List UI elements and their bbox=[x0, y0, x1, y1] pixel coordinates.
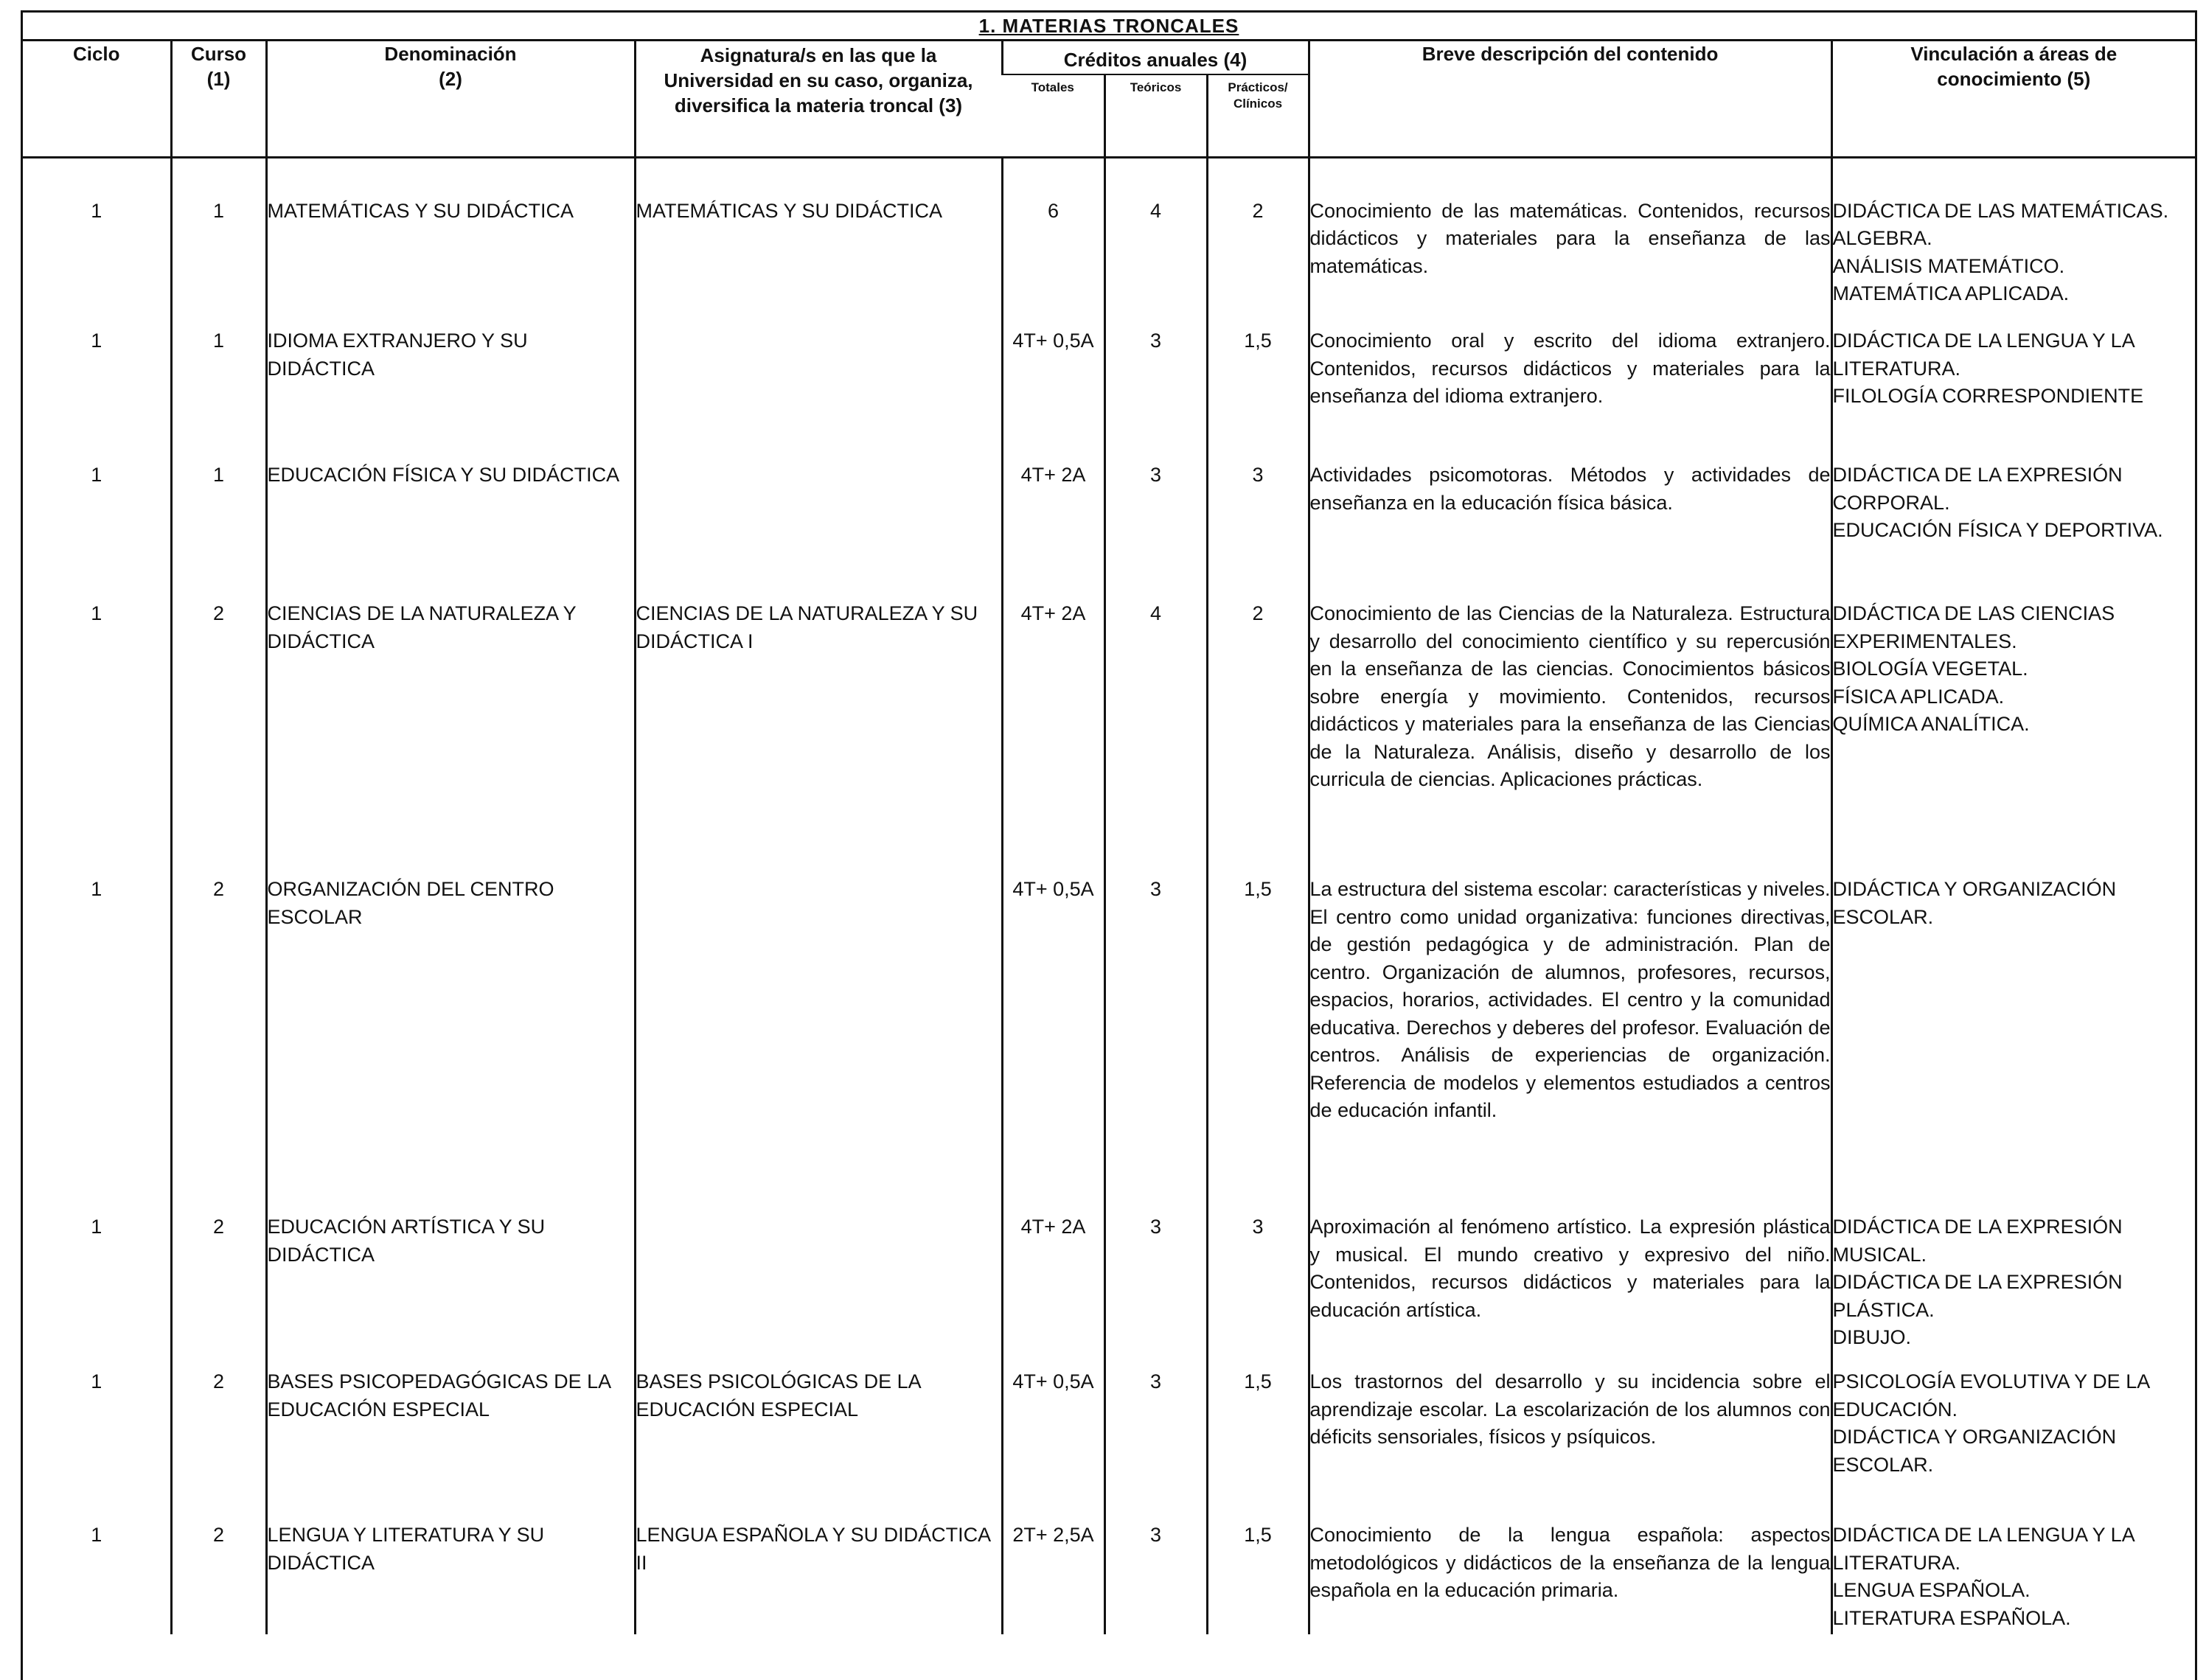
header-totales: Totales bbox=[1002, 74, 1104, 157]
ciclo-cell bbox=[23, 1363, 171, 1516]
descripcion-cell bbox=[1309, 157, 1831, 322]
ciclo-cell bbox=[23, 157, 171, 322]
denominacion-cell bbox=[266, 1516, 635, 1634]
table-row bbox=[23, 456, 2195, 595]
vinculacion-line: DIDÁCTICA DE LAS CIENCIAS EXPERIMENTALES. bbox=[1832, 602, 2115, 652]
curso-cell bbox=[171, 322, 266, 456]
vinculacion-cell bbox=[1831, 456, 2195, 595]
denominacion-cell bbox=[266, 157, 635, 322]
vinculacion-cell bbox=[1831, 1516, 2195, 1634]
descripcion-cell bbox=[1309, 871, 1831, 1208]
curso-cell bbox=[171, 157, 266, 322]
asignatura-cell bbox=[635, 157, 1002, 322]
vinculacion-line: DIDÁCTICA Y ORGANIZACIÓN ESCOLAR. bbox=[1832, 878, 2117, 928]
practicos-cell bbox=[1207, 1516, 1309, 1634]
asignatura-text: LENGUA ESPAÑOLA Y SU DIDÁCTICA II bbox=[636, 1524, 990, 1574]
practicos-cell bbox=[1207, 157, 1309, 322]
teoricos-cell bbox=[1104, 1363, 1207, 1516]
vinculacion-line: PSICOLOGÍA EVOLUTIVA Y DE LA EDUCACIÓN. bbox=[1832, 1370, 2149, 1421]
practicos-cell bbox=[1207, 1363, 1309, 1516]
vinculacion-line: ALGEBRA. bbox=[1832, 227, 1932, 249]
curso-cell bbox=[171, 871, 266, 1208]
totales-text: 4T+ 2A bbox=[1020, 464, 1086, 486]
practicos-text: 3 bbox=[1252, 1216, 1264, 1238]
vinculacion-line: FILOLOGÍA CORRESPONDIENTE bbox=[1832, 385, 2144, 407]
materias-table bbox=[23, 41, 2195, 1634]
descripcion-cell bbox=[1309, 456, 1831, 595]
practicos-cell bbox=[1207, 1208, 1309, 1363]
curso-text: 2 bbox=[212, 602, 225, 624]
denominacion-text: LENGUA Y LITERATURA Y SU DIDÁCTICA bbox=[267, 1524, 545, 1574]
denominacion-cell bbox=[266, 595, 635, 871]
asignatura-cell bbox=[635, 1208, 1002, 1363]
curso-cell bbox=[171, 1208, 266, 1363]
teoricos-text: 4 bbox=[1149, 199, 1162, 222]
teoricos-text: 3 bbox=[1149, 1370, 1162, 1393]
teoricos-text: 3 bbox=[1149, 330, 1162, 352]
asignatura-text: MATEMÁTICAS Y SU DIDÁCTICA bbox=[636, 199, 943, 222]
practicos-text: 1,5 bbox=[1244, 878, 1272, 900]
vinculacion-cell bbox=[1831, 871, 2195, 1208]
descripcion-cell bbox=[1309, 595, 1831, 871]
ciclo-cell bbox=[23, 1208, 171, 1363]
ciclo-cell bbox=[23, 322, 171, 456]
practicos-cell bbox=[1207, 595, 1309, 871]
asignatura-cell bbox=[635, 871, 1002, 1208]
ciclo-text: 1 bbox=[91, 330, 102, 352]
totales-cell bbox=[1002, 157, 1104, 322]
asignatura-cell bbox=[635, 1363, 1002, 1516]
ciclo-cell bbox=[23, 871, 171, 1208]
header-ciclo: Ciclo bbox=[23, 41, 171, 157]
vinculacion-line: ANÁLISIS MATEMÁTICO. bbox=[1832, 254, 2065, 277]
descripcion-text: La estructura del sistema escolar: características y niveles. El centro como unidad organizativa: funciones directivas, de gestión pedagógica y de administración. Plan de centro. Organización de alumnos, profesores, recursos, espacios, horarios, actividades. El centro y la comunidad educativa. Derechos y deberes del profesor. Evaluación de centros. Análisis de experiencias de organización. Referencia de modelos y elementos estudiados a centros de educación infantil. bbox=[1309, 878, 1831, 1121]
vinculacion-line: DIDÁCTICA Y ORGANIZACIÓN ESCOLAR. bbox=[1832, 1426, 2117, 1476]
ciclo-text: 1 bbox=[91, 1370, 102, 1393]
vinculacion-line: MATEMÁTICA APLICADA. bbox=[1832, 282, 2070, 304]
descripcion-text: Actividades psicomotoras. Métodos y actividades de enseñanza en la educación física básica. bbox=[1309, 464, 1831, 514]
teoricos-cell bbox=[1104, 322, 1207, 456]
totales-text: 4T+ 2A bbox=[1020, 1216, 1086, 1238]
descripcion-cell bbox=[1309, 1208, 1831, 1363]
curso-cell bbox=[171, 1516, 266, 1634]
totales-text: 4T+ 2A bbox=[1020, 602, 1086, 624]
totales-cell bbox=[1002, 456, 1104, 595]
denominacion-cell bbox=[266, 1208, 635, 1363]
document-page bbox=[21, 10, 2196, 1675]
vinculacion-line: FÍSICA APLICADA. bbox=[1832, 685, 2005, 708]
vinculacion-cell bbox=[1831, 1363, 2195, 1516]
descripcion-text: Conocimiento de las Ciencias de la Naturaleza. Estructura y desarrollo del conocimiento científico y su repercusión en la enseñanza de las ciencias. Conocimientos básicos sobre energía y movimiento. Contenidos, recursos didácticos y materiales para la enseñanza de las Ciencias de la Naturaleza. Análisis, diseño y desarrollo de los curricula de ciencias. Aplicaciones prácticas. bbox=[1309, 602, 1831, 790]
ciclo-cell bbox=[23, 595, 171, 871]
denominacion-cell bbox=[266, 1363, 635, 1516]
denominacion-text: EDUCACIÓN FÍSICA Y SU DIDÁCTICA bbox=[267, 464, 620, 486]
curso-text: 2 bbox=[212, 1370, 225, 1393]
header-denominacion: Denominación (2) bbox=[266, 41, 635, 157]
ciclo-text: 1 bbox=[91, 199, 102, 222]
curso-cell bbox=[171, 1363, 266, 1516]
teoricos-cell bbox=[1104, 871, 1207, 1208]
table-row bbox=[23, 871, 2195, 1208]
ciclo-text: 1 bbox=[91, 602, 102, 624]
header-teoricos: Teóricos bbox=[1104, 74, 1207, 157]
table-row bbox=[23, 322, 2195, 456]
descripcion-text: Los trastornos del desarrollo y su incidencia sobre el aprendizaje escolar. La escolarización de los alumnos con déficits sensoriales, físicos y psíquicos. bbox=[1309, 1370, 1831, 1448]
totales-text: 4T+ 0,5A bbox=[1012, 878, 1094, 900]
teoricos-text: 3 bbox=[1149, 1524, 1162, 1546]
teoricos-text: 3 bbox=[1149, 464, 1162, 486]
curso-text: 1 bbox=[212, 464, 225, 486]
totales-cell bbox=[1002, 1208, 1104, 1363]
practicos-text: 2 bbox=[1252, 602, 1264, 624]
teoricos-cell bbox=[1104, 1516, 1207, 1634]
denominacion-text: IDIOMA EXTRANJERO Y SU DIDÁCTICA bbox=[267, 330, 528, 380]
table-row bbox=[23, 1208, 2195, 1363]
curso-cell bbox=[171, 456, 266, 595]
vinculacion-line: LENGUA ESPAÑOLA. bbox=[1832, 1579, 2031, 1601]
teoricos-cell bbox=[1104, 595, 1207, 871]
header-curso: Curso (1) bbox=[171, 41, 266, 157]
ciclo-cell bbox=[23, 456, 171, 595]
totales-text: 4T+ 0,5A bbox=[1012, 330, 1094, 352]
denominacion-text: MATEMÁTICAS Y SU DIDÁCTICA bbox=[267, 199, 574, 222]
vinculacion-line: EDUCACIÓN FÍSICA Y DEPORTIVA. bbox=[1832, 519, 2163, 541]
totales-cell bbox=[1002, 322, 1104, 456]
practicos-cell bbox=[1207, 871, 1309, 1208]
denominacion-text: CIENCIAS DE LA NATURALEZA Y DIDÁCTICA bbox=[267, 602, 577, 652]
curso-text: 1 bbox=[212, 199, 225, 222]
practicos-text: 2 bbox=[1252, 199, 1264, 222]
practicos-text: 1,5 bbox=[1244, 1370, 1272, 1393]
header-descripcion: Breve descripción del contenido bbox=[1309, 41, 1831, 157]
vinculacion-cell bbox=[1831, 322, 2195, 456]
practicos-text: 1,5 bbox=[1244, 1524, 1272, 1546]
vinculacion-line: QUÍMICA ANALÍTICA. bbox=[1832, 713, 2030, 735]
curso-text: 2 bbox=[212, 1524, 225, 1546]
vinculacion-line: DIDÁCTICA DE LA EXPRESIÓN MUSICAL. bbox=[1832, 1216, 2123, 1266]
practicos-cell bbox=[1207, 456, 1309, 595]
header-vinculacion: Vinculación a áreas de conocimiento (5) bbox=[1831, 41, 2195, 157]
denominacion-text: EDUCACIÓN ARTÍSTICA Y SU DIDÁCTICA bbox=[267, 1216, 546, 1266]
curso-text: 2 bbox=[212, 1216, 225, 1238]
denominacion-cell bbox=[266, 322, 635, 456]
teoricos-text: 3 bbox=[1149, 1216, 1162, 1238]
vinculacion-line: DIBUJO. bbox=[1832, 1326, 1912, 1348]
vinculacion-line: DIDÁCTICA DE LA LENGUA Y LA LITERATURA. bbox=[1832, 1524, 2134, 1574]
table-title: 1. MATERIAS TRONCALES bbox=[23, 13, 2195, 41]
teoricos-cell bbox=[1104, 1208, 1207, 1363]
asignatura-cell bbox=[635, 1516, 1002, 1634]
header-asignaturas: Asignatura/s en las que la Universidad en su caso, organiza, diversifica la materia troncal (3) bbox=[635, 41, 1002, 157]
ciclo-cell bbox=[23, 1516, 171, 1634]
denominacion-text: BASES PSICOPEDAGÓGICAS DE LA EDUCACIÓN ESPECIAL bbox=[267, 1370, 610, 1421]
table-row bbox=[23, 1363, 2195, 1516]
vinculacion-cell bbox=[1831, 157, 2195, 322]
vinculacion-line: BIOLOGÍA VEGETAL. bbox=[1832, 658, 2028, 680]
descripcion-text: Conocimiento de la lengua española: aspectos metodológicos y didácticos de la enseñanza de la lengua española en la educación primaria. bbox=[1309, 1524, 1831, 1601]
table-frame bbox=[21, 10, 2197, 1680]
teoricos-cell bbox=[1104, 456, 1207, 595]
totales-text: 6 bbox=[1047, 199, 1059, 222]
teoricos-text: 3 bbox=[1149, 878, 1162, 900]
header-practicos: Prácticos/ Clínicos bbox=[1207, 74, 1309, 157]
table-row bbox=[23, 157, 2195, 322]
descripcion-text: Aproximación al fenómeno artístico. La expresión plástica y musical. El mundo creativo y expresivo del niño. Contenidos, recursos didácticos y materiales para la educación artística. bbox=[1309, 1216, 1831, 1321]
ciclo-text: 1 bbox=[91, 1216, 102, 1238]
practicos-text: 1,5 bbox=[1244, 330, 1272, 352]
practicos-cell bbox=[1207, 322, 1309, 456]
descripcion-cell bbox=[1309, 1516, 1831, 1634]
asignatura-text: CIENCIAS DE LA NATURALEZA Y SU DIDÁCTICA I bbox=[636, 602, 978, 652]
curso-cell bbox=[171, 595, 266, 871]
asignatura-cell bbox=[635, 595, 1002, 871]
table-row bbox=[23, 1516, 2195, 1634]
vinculacion-line: DIDÁCTICA DE LAS MATEMÁTICAS. bbox=[1832, 199, 2169, 222]
vinculacion-cell bbox=[1831, 595, 2195, 871]
teoricos-cell bbox=[1104, 157, 1207, 322]
asignatura-cell bbox=[635, 456, 1002, 595]
totales-cell bbox=[1002, 1516, 1104, 1634]
curso-text: 1 bbox=[212, 330, 225, 352]
totales-cell bbox=[1002, 1363, 1104, 1516]
descripcion-text: Conocimiento de las matemáticas. Contenidos, recursos didácticos y materiales para la enseñanza de las matemáticas. bbox=[1309, 199, 1831, 277]
totales-text: 2T+ 2,5A bbox=[1012, 1524, 1094, 1546]
denominacion-text: ORGANIZACIÓN DEL CENTRO ESCOLAR bbox=[267, 878, 554, 928]
practicos-text: 3 bbox=[1252, 464, 1264, 486]
vinculacion-line: LITERATURA ESPAÑOLA. bbox=[1832, 1606, 2071, 1629]
vinculacion-line: DIDÁCTICA DE LA LENGUA Y LA LITERATURA. bbox=[1832, 330, 2134, 380]
denominacion-cell bbox=[266, 871, 635, 1208]
totales-text: 4T+ 0,5A bbox=[1012, 1370, 1094, 1393]
descripcion-text: Conocimiento oral y escrito del idioma extranjero. Contenidos, recursos didácticos y materiales para la enseñanza del idioma extranjero. bbox=[1309, 330, 1831, 407]
descripcion-cell bbox=[1309, 1363, 1831, 1516]
vinculacion-line: DIDÁCTICA DE LA EXPRESIÓN CORPORAL. bbox=[1832, 464, 2123, 514]
asignatura-cell bbox=[635, 322, 1002, 456]
ciclo-text: 1 bbox=[91, 1524, 102, 1546]
asignatura-text: BASES PSICOLÓGICAS DE LA EDUCACIÓN ESPECIAL bbox=[636, 1370, 921, 1421]
header-creditos: Créditos anuales (4) bbox=[1002, 41, 1309, 74]
table-row bbox=[23, 595, 2195, 871]
curso-text: 2 bbox=[212, 878, 225, 900]
totales-cell bbox=[1002, 871, 1104, 1208]
vinculacion-cell bbox=[1831, 1208, 2195, 1363]
totales-cell bbox=[1002, 595, 1104, 871]
descripcion-cell bbox=[1309, 322, 1831, 456]
denominacion-cell bbox=[266, 456, 635, 595]
ciclo-text: 1 bbox=[91, 878, 102, 900]
teoricos-text: 4 bbox=[1149, 602, 1162, 624]
vinculacion-line: DIDÁCTICA DE LA EXPRESIÓN PLÁSTICA. bbox=[1832, 1271, 2123, 1321]
ciclo-text: 1 bbox=[91, 464, 102, 486]
